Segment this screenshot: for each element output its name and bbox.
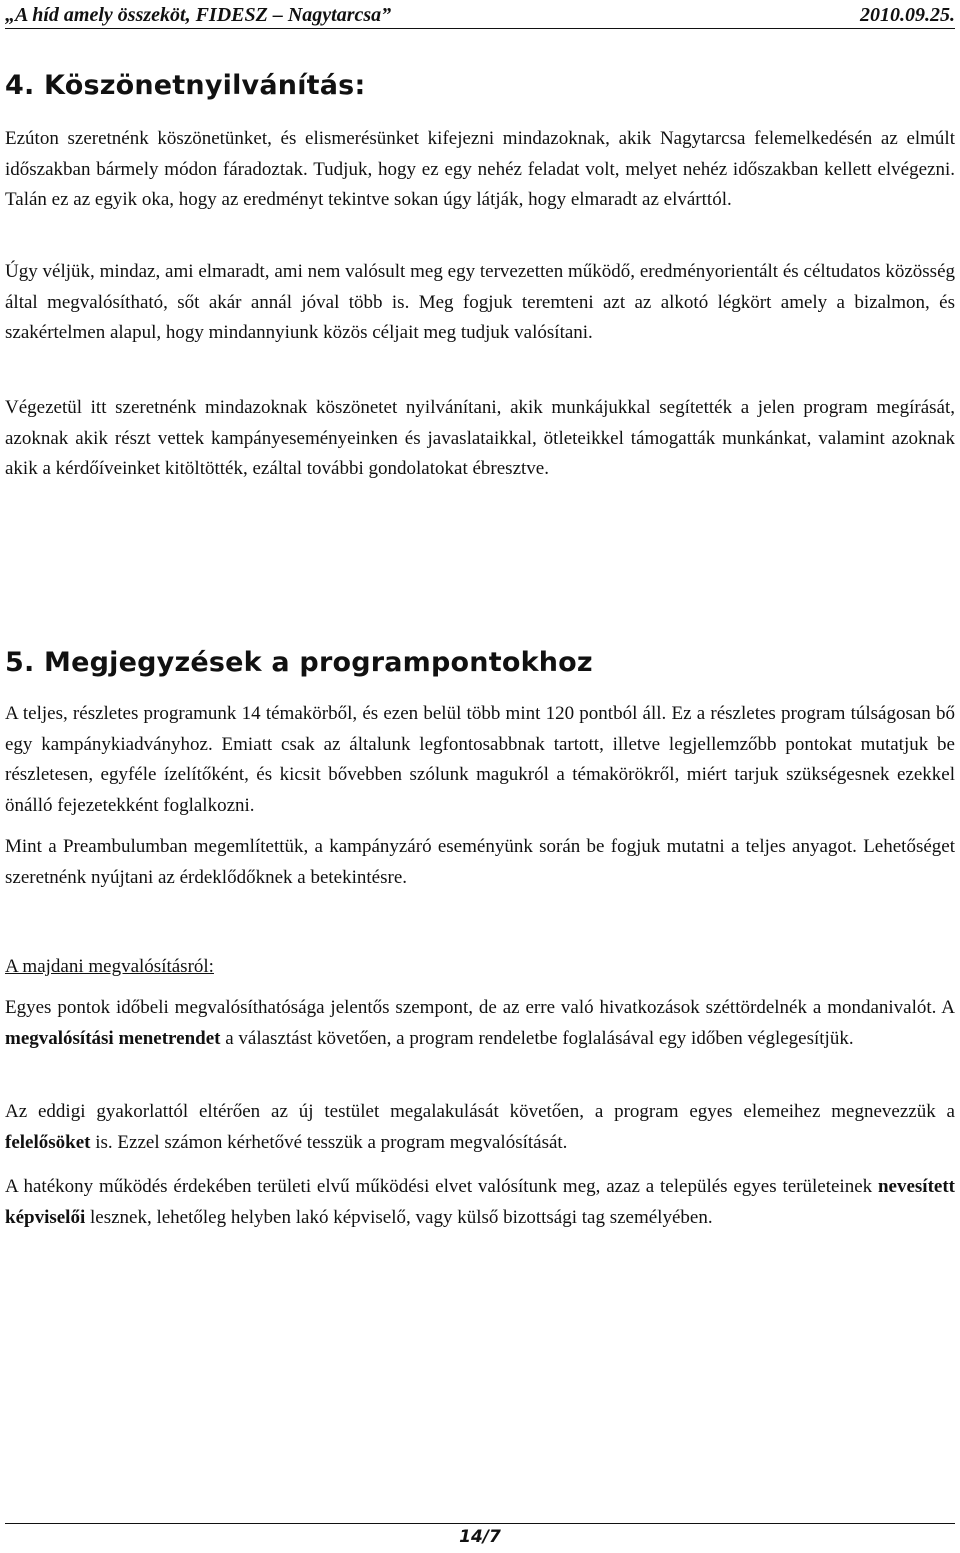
section-4-paragraph-2: Úgy véljük, mindaz, ami elmaradt, ami nem valósult meg egy tervezetten működő, eredményorientált és céltudatos közösség által megvalósítható, sőt akár annál jóval több is. Meg fogjuk teremteni azt az alkotó légkört amely a bizalmon, és szakértelmen alapul, hogy mindannyiunk közös céljait meg tudjuk valósítani.	[5, 261, 955, 343]
paragraph-4-bold: felelősöket	[5, 1131, 91, 1153]
paragraph-5-text-a: A hatékony működés érdekében területi elvű működési elvet valósítunk meg, azaz a település egyes területeinek	[5, 1176, 878, 1197]
section-4-paragraph-1: Ezúton szeretnénk köszönetünket, és elismerésünket kifejezni mindazoknak, akik Nagytarcsa felemelkedésén az elmúlt időszakban bármely módon fáradoztak. Tudjuk, hogy ez egy nehéz feladat volt, melyet nehéz időszakban kellett elvégezni. Talán ez az egyik oka, hogy az eredményt tekintve sokan úgy látják, hogy elmaradt az elvárttól.	[5, 128, 955, 210]
page-header	[5, 2, 955, 29]
paragraph-5-bold: nevesített képviselői	[5, 1176, 955, 1228]
paragraph-4-text-b: is. Ezzel számon kérhetővé tesszük a program megvalósítását.	[90, 1131, 568, 1153]
section-4-title: 4. Köszönetnyilvánítás:	[5, 70, 366, 101]
page-number: 14/7	[459, 1527, 501, 1547]
section-4-paragraph-3: Végezetül itt szeretnénk mindazoknak köszönetet nyilvánítani, akik munkájukkal segítették a jelen program megírását, azoknak akik részt vettek kampányeseményeinken és javaslataikkal, ötleteikkel támogatták munkánkat, valamint azoknak akik a kérdőíveinket kitöltötték, ezáltal további gondolatokat ébresztve.	[5, 397, 955, 479]
footer-divider	[5, 1523, 955, 1524]
section-5-paragraph-3	[5, 993, 955, 1054]
header-title: „A híd amely összeköt, FIDESZ – Nagytarcsa”	[5, 4, 392, 26]
paragraph-5-text-b: lesznek, lehetőleg helyben lakó képviselő, vagy külső bizottsági tag személyében.	[85, 1206, 713, 1228]
implementation-subheading: A majdani megvalósításról:	[5, 956, 214, 977]
paragraph-3-text-b: a választást követően, a program rendeletbe foglalásával egy időben véglegesítjük.	[220, 1027, 854, 1049]
paragraph-4-text-a: Az eddigi gyakorlattól eltérően az új testület megalakulását követően, a program egyes elemeihez megnevezzük a	[5, 1101, 955, 1122]
section-5-paragraph-5	[5, 1172, 955, 1233]
section-5-paragraph-1: A teljes, részletes programunk 14 témakörből, és ezen belül több mint 120 pontból áll. Ez a részletes program túlságosan bő egy kampánykiadványhoz. Emiatt csak az általunk legfontosabbnak tartott, illetve legjellemzőbb pontokat mutatjuk be részletesen, egyféle ízelítőként, és kicsit bővebben szólunk magukról a témakörökről, miért tarjuk szükségesnek ezekkel önálló fejezetekként foglalkozni.	[5, 703, 955, 816]
header-date: 2010.09.25.	[860, 4, 955, 26]
section-5-title: 5. Megjegyzések a programpontokhoz	[5, 647, 593, 678]
paragraph-3-bold: megvalósítási menetrendet	[5, 1027, 221, 1049]
paragraph-3-text-a: Egyes pontok időbeli megvalósíthatósága jelentős szempont, de az erre való hivatkozások széttördelnék a mondanivalót. A	[5, 997, 955, 1018]
section-5-paragraph-2: Mint a Preambulumban megemlítettük, a kampányzáró eseményünk során be fogjuk mutatni a teljes anyagot. Lehetőséget szeretnénk nyújtani az érdeklődőknek a betekintésre.	[5, 836, 955, 888]
section-5-paragraph-4	[5, 1097, 955, 1158]
